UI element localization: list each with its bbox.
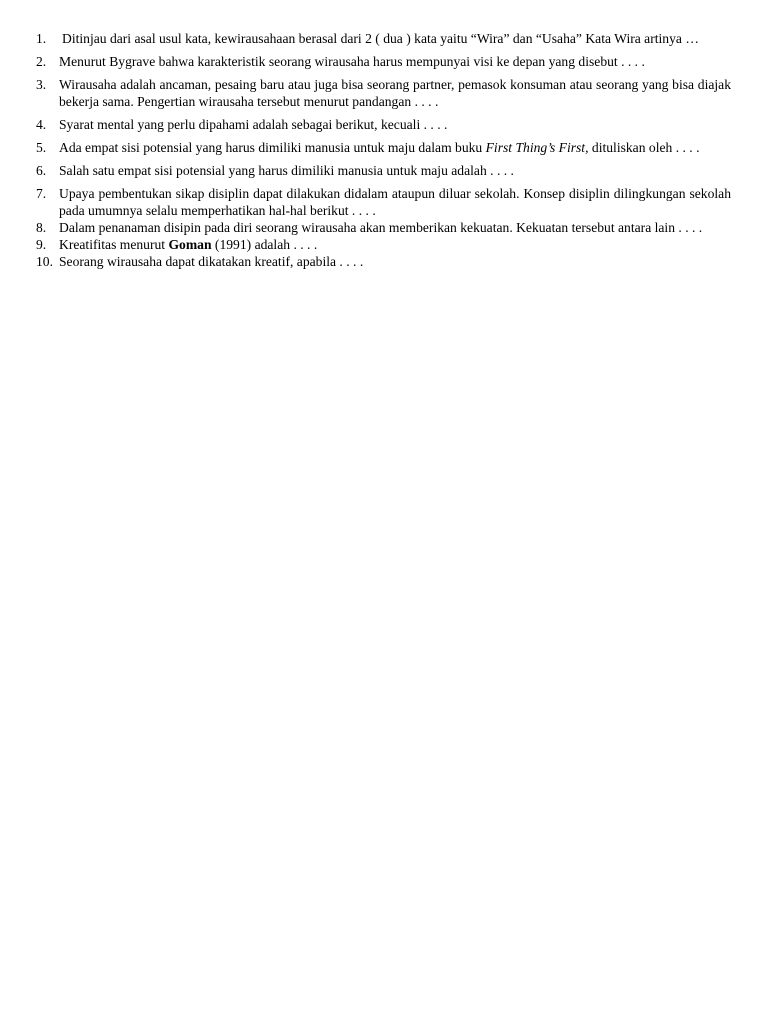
question-text: Salah satu empat sisi potensial yang harus dimiliki manusia untuk maju adalah . . . . xyxy=(59,163,514,178)
question-text: Seorang wirausaha dapat dikatakan kreatif, apabila . . . . xyxy=(59,254,364,269)
question-item xyxy=(36,253,731,270)
question-number: 8. xyxy=(36,220,47,235)
question-text: Upaya pembentukan sikap disiplin dapat dilakukan didalam ataupun diluar sekolah. Konsep disiplin dilingkungan sekolah pada umumnya selalu memperhatikan hal-hal berikut . . . . xyxy=(59,186,731,218)
question-text-part: Kreatifitas menurut xyxy=(59,237,169,252)
question-number: 6. xyxy=(36,163,47,178)
question-number: 2. xyxy=(36,54,47,69)
question-number: 3. xyxy=(36,77,47,92)
question-item xyxy=(36,30,731,47)
question-number: 9. xyxy=(36,237,47,252)
question-item xyxy=(36,162,731,179)
question-item xyxy=(36,236,731,253)
question-text-part: Ada empat sisi potensial yang harus dimiliki manusia untuk maju dalam buku xyxy=(59,140,486,155)
question-number: 5. xyxy=(36,140,47,155)
question-item xyxy=(36,76,731,110)
question-item xyxy=(36,116,731,133)
question-text-part: dituliskan oleh . . . . xyxy=(588,140,700,155)
question-text: Ditinjau dari asal usul kata, kewirausahaan berasal dari 2 ( dua ) kata yaitu “Wira” dan “Usaha” Kata Wira artinya … xyxy=(62,31,699,46)
question-item xyxy=(36,219,731,236)
question-text: Dalam penanaman disipin pada diri seorang wirausaha akan memberikan kekuatan. Kekuatan tersebut antara lain . . . . xyxy=(59,220,703,235)
question-item xyxy=(36,139,731,156)
book-title: First Thing’s First, xyxy=(485,140,589,155)
question-item xyxy=(36,53,731,70)
question-text: Menurut Bygrave bahwa karakteristik seorang wirausaha harus mempunyai visi ke depan yang disebut . . . . xyxy=(59,54,645,69)
question-text: Syarat mental yang perlu dipahami adalah sebagai berikut, kecuali . . . . xyxy=(59,117,448,132)
question-number: 7. xyxy=(36,186,47,201)
question-number: 10. xyxy=(36,254,53,269)
question-text-part: (1991) adalah . . . . xyxy=(211,237,318,252)
question-number: 1. xyxy=(36,31,47,46)
author-name: Goman xyxy=(168,237,212,252)
question-list xyxy=(36,30,731,270)
question-text xyxy=(59,139,731,156)
question-item xyxy=(36,185,731,219)
question-text xyxy=(59,236,731,253)
question-number: 4. xyxy=(36,117,47,132)
question-text: Wirausaha adalah ancaman, pesaing baru atau juga bisa seorang partner, pemasok konsuman atau seorang yang bisa diajak bekerja sama. Pengertian wirausaha tersebut menurut pandangan . . . . xyxy=(59,77,731,109)
